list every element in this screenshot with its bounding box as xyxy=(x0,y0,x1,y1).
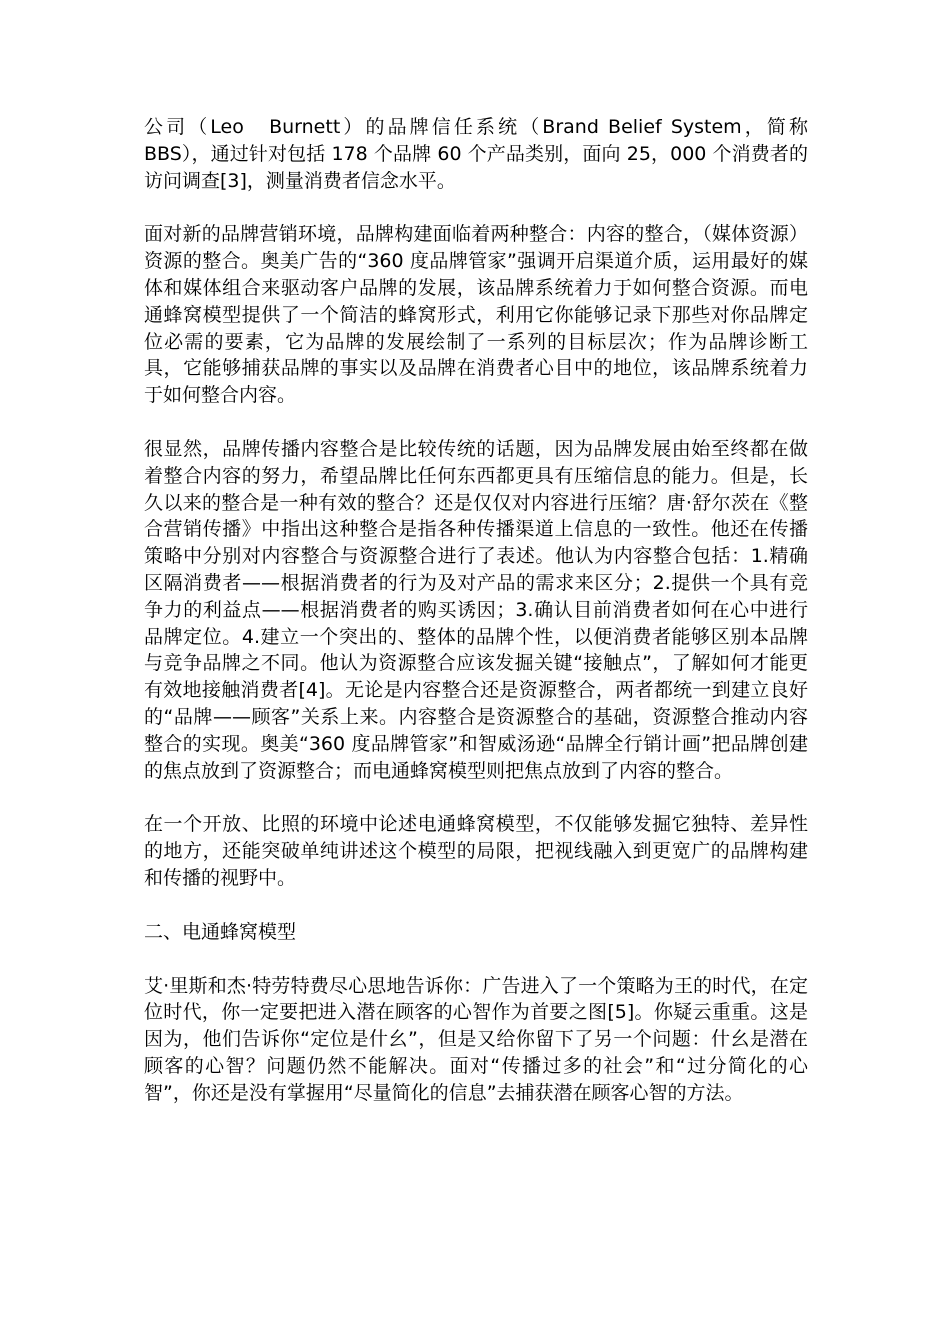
paragraph-open-environment: 在一个开放、比照的环境中论述电通蜂窝模型，不仅能够发掘它独特、差异性的地方，还能突破单纯讲述这个模型的局限，把视线融入到更宽广的品牌构建和传播的视野中。 xyxy=(144,813,808,889)
paragraph-brand-integration: 面对新的品牌营销环境，品牌构建面临着两种整合：内容的整合，（媒体资源）资源的整合。奥美广告的“360 度品牌管家”强调开启渠道介质，运用最好的媒体和媒体组合来驱动客户品牌的发展，该品牌系统着力于如何整合资源。而电通蜂窝模型提供了一个简洁的蜂窝形式，利用它你能够记录下那些对你品牌定位必需的要素，它为品牌的发展绘制了一系列的目标层次；作为品牌诊断工具，它能够捕获品牌的事实以及品牌在消费者心目中的地位，该品牌系统着力于如何整合内容。 xyxy=(144,223,808,407)
paragraph-bbs: 公司（Leo Burnett）的品牌信任系统（Brand Belief System，简称 BBS），通过针对包括 178 个品牌 60 个产品类别，面向 25，000 个消费者的访问调查[3]，测量消费者信念水平。 xyxy=(144,116,808,192)
paragraph-content-integration: 很显然，品牌传播内容整合是比较传统的话题，因为品牌发展由始至终都在做着整合内容的努力，希望品牌比任何东西都更具有压缩信息的能力。但是，长久以来的整合是一种有效的整合？还是仅仅对内容进行压缩？唐·舒尔茨在《整合营销传播》中指出这种整合是指各种传播渠道上信息的一致性。他还在传播策略中分别对内容整合与资源整合进行了表述。他认为内容整合包括：1.精确区隔消费者——根据消费者的行为及对产品的需求来区分；2.提供一个具有竞争力的利益点——根据消费者的购买诱因；3.确认目前消费者如何在心中进行品牌定位。4.建立一个突出的、整体的品牌个性，以便消费者能够区别本品牌与竞争品牌之不同。他认为资源整合应该发掘关键“接触点”，了解如何才能更有效地接触消费者[4]。无论是内容整合还是资源整合，两者都统一到建立良好的“品牌——顾客”关系上来。内容整合是资源整合的基础，资源整合推动内容整合的实现。奥美“360 度品牌管家”和智威汤逊“品牌全行销计画”把品牌创建的焦点放到了资源整合；而电通蜂窝模型则把焦点放到了内容的整合。 xyxy=(144,437,808,782)
paragraph-positioning: 艾·里斯和杰·特劳特费尽心思地告诉你：广告进入了一个策略为王的时代，在定位时代，你一定要把进入潜在顾客的心智作为首要之图[5]。你疑云重重。这是因为，他们告诉你“定位是什幺”，但是又给你留下了另一个问题：什幺是潜在顾客的心智？问题仍然不能解决。面对“传播过多的社会”和“过分简化的心智”，你还是没有掌握用“尽量简化的信息”去捕获潜在顾客心智的方法。 xyxy=(144,974,808,1104)
section-heading: 二、电通蜂窝模型 xyxy=(144,920,297,943)
document-page xyxy=(144,114,808,1134)
